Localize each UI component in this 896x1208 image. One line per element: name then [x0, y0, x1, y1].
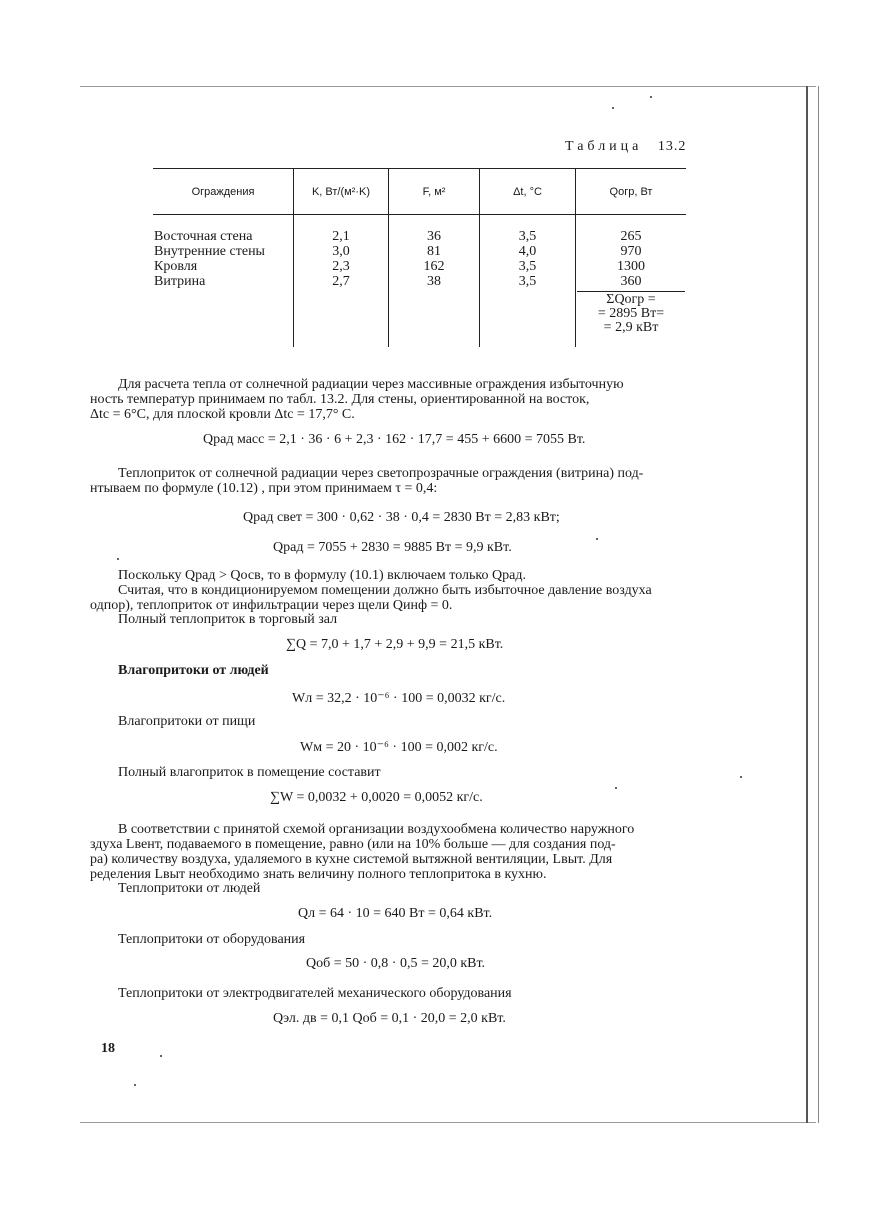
- f-value: 36: [427, 229, 441, 244]
- heading-heat-people: Теплопритоки от людей: [118, 881, 261, 896]
- table-header-row: [153, 169, 686, 215]
- scan-border-bottom: [80, 1122, 816, 1123]
- dt-value: 4,0: [518, 244, 537, 259]
- paragraph-line: нтываем по формуле (10.12) , при этом принимаем τ = 0,4:: [90, 481, 438, 496]
- formula-heat-people: Qл = 64 · 10 = 640 Вт = 0,64 кВт.: [298, 906, 493, 921]
- dt-value: 3,5: [518, 274, 537, 289]
- paragraph-line: здуха Lвент, подаваемого в помещение, равно (или на 10% больше — для создания под-: [90, 837, 616, 852]
- q-values-cell: [576, 215, 687, 348]
- q-value: 1300: [617, 259, 645, 274]
- q-sum-line: = 2895 Вт=: [597, 306, 665, 321]
- table-caption-number: 13.2: [657, 139, 687, 154]
- k-value: 2,1: [332, 229, 350, 244]
- header-f: F, м²: [389, 169, 480, 215]
- f-values-cell: [389, 215, 480, 348]
- header-k: K, Вт/(м²·K): [294, 169, 389, 215]
- heat-gain-table: [153, 168, 686, 347]
- q-value: 970: [620, 244, 642, 259]
- header-dt: Δt, °С: [480, 169, 576, 215]
- paragraph-line: Считая, что в кондиционируемом помещении должно быть избыточное давление воздуха: [118, 583, 652, 598]
- enclosure-names-cell: [153, 215, 294, 348]
- enclosure-name: Витрина: [154, 274, 206, 289]
- heading-heat-motors: Теплопритоки от электродвигателей механического оборудования: [118, 986, 512, 1001]
- formula-moisture-people: Wл = 32,2 · 10⁻⁶ · 100 = 0,0032 кг/с.: [292, 691, 506, 706]
- page-number: 18: [101, 1041, 115, 1056]
- paragraph-line: Для расчета тепла от солнечной радиации через массивные ограждения избыточную: [118, 377, 624, 392]
- paragraph-line: Поскольку Qрад > Qосв, то в формулу (10.1) включаем только Qрад.: [118, 568, 526, 583]
- paragraph-line: ность температур принимаем по табл. 13.2. Для стены, ориентированной на восток,: [90, 392, 590, 407]
- table-caption-word: Таблица: [565, 139, 643, 154]
- f-value: 38: [427, 274, 441, 289]
- k-value: 2,3: [332, 259, 350, 274]
- formula-qrad-light: Qрад свет = 300 · 0,62 · 38 · 0,4 = 2830 Вт = 2,83 кВт;: [243, 510, 560, 525]
- dt-values-cell: [480, 215, 576, 348]
- heading-moisture-people: Влагопритоки от людей: [118, 663, 269, 678]
- k-values-cell: [294, 215, 389, 348]
- f-value: 81: [427, 244, 441, 259]
- enclosure-name: Кровля: [154, 259, 198, 274]
- enclosure-name: Восточная стена: [154, 229, 253, 244]
- heading-moisture-food: Влагопритоки от пищи: [118, 714, 256, 729]
- paragraph-line: Δtс = 6°С, для плоской кровли Δtс = 17,7° С.: [90, 407, 355, 422]
- q-value: 265: [620, 229, 642, 244]
- scan-border-top: [80, 86, 816, 87]
- paragraph-line: одпор), теплоприток от инфильтрации через щели Qинф = 0.: [90, 598, 453, 613]
- formula-total-heat: ∑Q = 7,0 + 1,7 + 2,9 + 9,9 = 21,5 кВт.: [286, 637, 504, 652]
- scan-page-edge: [806, 86, 819, 1123]
- f-value: 162: [423, 259, 445, 274]
- header-q: Qогр, Вт: [576, 169, 687, 215]
- formula-moisture-total: ∑W = 0,0032 + 0,0020 = 0,0052 кг/с.: [270, 790, 483, 805]
- paragraph-line: В соответствии с принятой схемой организации воздухообмена количество наружного: [118, 822, 635, 837]
- table-body-row: [153, 215, 686, 348]
- k-value: 2,7: [332, 274, 350, 289]
- q-sum-line: ΣQогр =: [606, 292, 656, 307]
- q-sum-line: = 2,9 кВт: [603, 320, 659, 335]
- heading-moisture-total: Полный влагоприток в помещение составит: [118, 765, 381, 780]
- paragraph-line: Теплоприток от солнечной радиации через светопрозрачные ограждения (витрина) под-: [118, 466, 644, 481]
- heading-heat-equipment: Теплопритоки от оборудования: [118, 932, 306, 947]
- header-enclosure: Ограждения: [153, 169, 294, 215]
- dt-value: 3,5: [518, 259, 537, 274]
- table-caption: [565, 139, 686, 155]
- dt-value: 3,5: [518, 229, 537, 244]
- formula-heat-motors: Qэл. дв = 0,1 Qоб = 0,1 · 20,0 = 2,0 кВт.: [273, 1011, 506, 1026]
- paragraph-line: Полный теплоприток в торговый зал: [118, 612, 338, 627]
- formula-qrad-total: Qрад = 7055 + 2830 = 9885 Вт = 9,9 кВт.: [273, 540, 512, 555]
- formula-heat-equipment: Qоб = 50 · 0,8 · 0,5 = 20,0 кВт.: [306, 956, 486, 971]
- k-value: 3,0: [332, 244, 350, 259]
- formula-qrad-mass: Qрад масс = 2,1 · 36 · 6 + 2,3 · 162 · 17,7 = 455 + 6600 = 7055 Вт.: [203, 432, 586, 447]
- formula-moisture-food: Wм = 20 · 10⁻⁶ · 100 = 0,002 кг/с.: [300, 740, 498, 755]
- enclosure-name: Внутренние стены: [154, 244, 265, 259]
- paragraph-line: ределения Lвыт необходимо знать величину полного теплопритока в кухню.: [90, 867, 547, 882]
- paragraph-line: ра) количеству воздуха, удаляемого в кухне системой вытяжной вентиляции, Lвыт. Для: [90, 852, 613, 867]
- q-sum-block: [577, 291, 685, 335]
- q-value: 360: [620, 274, 642, 289]
